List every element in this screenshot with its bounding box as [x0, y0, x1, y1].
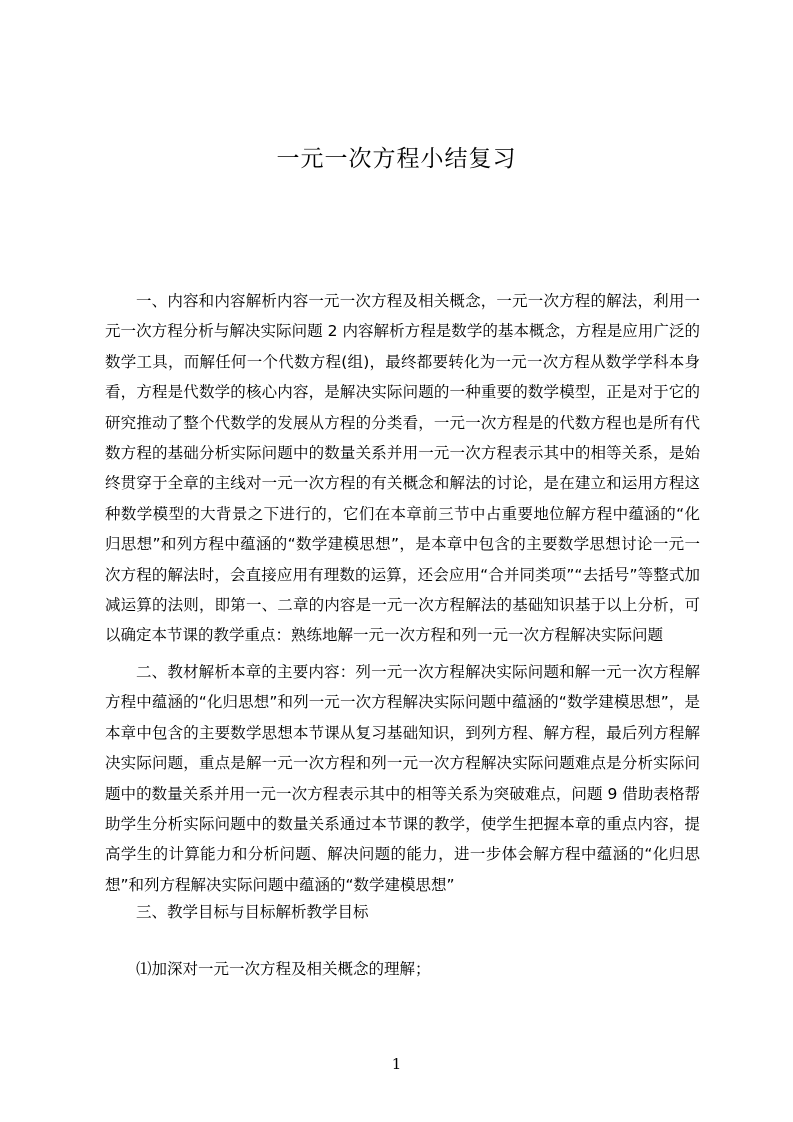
- paragraph-goal-item-1: ⑴加深对一元一次方程及相关概念的理解；: [136, 960, 431, 978]
- document-title: 一元一次方程小结复习: [276, 146, 517, 172]
- page-number: 1: [391, 1055, 402, 1073]
- paragraph-content-analysis: 一、内容和内容解析内容一元一次方程及相关概念，一元一次方程的解法，利用一元一次方程分析与解决实际问题 2 内容解析方程是数学的基本概念，方程是应用广泛的数学工具，而解任何一个代数方程(组)，最终都要转化为一元一次方程从数学学科本身看，方程是代数学的核心内容，是解决实际问题的一种重要的数学模型，正是对于它的研究推动了整个代数学的发展从方程的分类看，一元一次方程是的代数方程也是所有代数方程的基础分析实际问题中的数量关系并用一元一次方程表示其中的相等关系，是始终贯穿于全章的主线对一元一次方程的有关概念和解法的讨论，是在建立和运用方程这种数学模型的大背景之下进行的，它们在本章前三节中占重要地位解方程中蕴涵的“化归思想”和列方程中蕴涵的“数学建模思想”，是本章中包含的主要数学思想讨论一元一次方程的解法时，会直接应用有理数的运算，还会应用“合并同类项”“去括号”等整式加减运算的法则，即第一、二章的内容是一元一次方程解法的基础知识基于以上分析，可以确定本节课的教学重点：熟练地解一元一次方程和列一元一次方程解决实际问题: [105, 292, 700, 645]
- paragraph-teaching-goals-heading: 三、教学目标与目标解析教学目标: [136, 903, 369, 921]
- paragraph-textbook-analysis: 二、教材解析本章的主要内容：列一元一次方程解决实际问题和解一元一次方程解方程中蕴涵的“化归思想”和列一元一次方程解决实际问题中蕴涵的“数学建模思想”，是本章中包含的主要数学思想本节课从复习基础知识，到列方程、解方程，最后列方程解决实际问题，重点是解一元一次方程和列一元一次方程解决实际问题难点是分析实际问题中的数量关系并用一元一次方程表示其中的相等关系为突破难点，问题 9 借助表格帮助学生分析实际问题中的数量关系通过本节课的教学，使学生把握本章的重点内容，提高学生的计算能力和分析问题、解决问题的能力，进一步体会解方程中蕴涵的“化归思想”和列方程解决实际问题中蕴涵的“数学建模思想”: [105, 663, 700, 894]
